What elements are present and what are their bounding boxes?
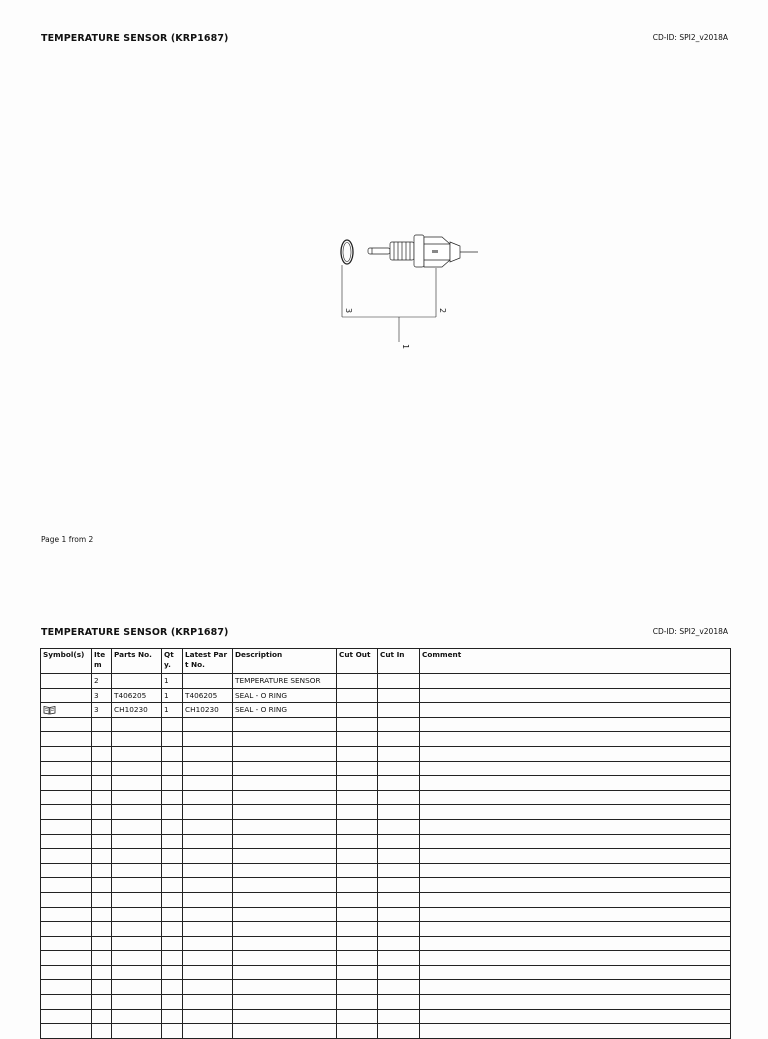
cell-empty [112, 907, 162, 922]
cell-empty [183, 980, 233, 995]
cell-cut-in [378, 703, 420, 718]
cell-empty [41, 922, 92, 937]
cell-description: TEMPERATURE SENSOR [233, 674, 337, 689]
callout-1: 1 [401, 344, 410, 350]
cell-empty [41, 849, 92, 864]
cell-empty [162, 834, 183, 849]
table-row-empty [41, 761, 731, 776]
cell-empty [378, 1024, 420, 1039]
cell-empty [337, 995, 378, 1010]
cell-empty [420, 1009, 731, 1024]
cell-empty [233, 965, 337, 980]
cell-empty [112, 995, 162, 1010]
cell-empty [337, 980, 378, 995]
cell-empty [420, 761, 731, 776]
cell-empty [378, 1009, 420, 1024]
cell-empty [92, 965, 112, 980]
cell-empty [233, 732, 337, 747]
cell-empty [112, 922, 162, 937]
cell-empty [337, 863, 378, 878]
cell-empty [183, 834, 233, 849]
cell-cut-out [337, 674, 378, 689]
cell-empty [378, 863, 420, 878]
cell-qty: 1 [162, 688, 183, 703]
cell-empty [112, 951, 162, 966]
cell-empty [92, 717, 112, 732]
table-row-empty [41, 922, 731, 937]
cell-empty [41, 1009, 92, 1024]
cell-empty [378, 732, 420, 747]
cell-empty [378, 776, 420, 791]
cell-empty [420, 922, 731, 937]
cell-empty [420, 1024, 731, 1039]
cell-empty [378, 922, 420, 937]
cell-cut-out [337, 688, 378, 703]
cell-empty [233, 834, 337, 849]
table-header-row [41, 649, 731, 674]
cell-empty [337, 761, 378, 776]
callout-3: 3 [344, 308, 353, 314]
cell-empty [378, 761, 420, 776]
cell-empty [112, 805, 162, 820]
cell-empty [233, 907, 337, 922]
header-latest-part-no: Latest Part No. [183, 649, 233, 674]
cell-empty [162, 805, 183, 820]
cell-empty [420, 717, 731, 732]
cell-empty [233, 776, 337, 791]
table-row-empty [41, 1024, 731, 1039]
cell-empty [92, 995, 112, 1010]
cell-empty [420, 951, 731, 966]
cell-empty [112, 819, 162, 834]
cell-symbol [41, 674, 92, 689]
sensor-exploded-diagram [320, 220, 480, 350]
cell-cut-in [378, 688, 420, 703]
cell-empty [233, 1024, 337, 1039]
cell-empty [183, 776, 233, 791]
cell-empty [112, 732, 162, 747]
cell-empty [378, 907, 420, 922]
cell-empty [41, 790, 92, 805]
cell-parts-no: T406205 [112, 688, 162, 703]
cell-empty [162, 717, 183, 732]
cell-empty [162, 1009, 183, 1024]
cell-empty [378, 790, 420, 805]
cell-symbol [41, 688, 92, 703]
cell-empty [337, 776, 378, 791]
cell-empty [378, 892, 420, 907]
cell-latest-part-no [183, 674, 233, 689]
cell-empty [233, 995, 337, 1010]
cell-empty [183, 761, 233, 776]
cell-empty [162, 863, 183, 878]
table-row-empty [41, 907, 731, 922]
cell-empty [420, 907, 731, 922]
cell-empty [378, 995, 420, 1010]
header-parts-no: Parts No. [112, 649, 162, 674]
page-title-2: TEMPERATURE SENSOR (KRP1687) [41, 627, 229, 638]
cell-empty [378, 878, 420, 893]
cell-empty [183, 995, 233, 1010]
cell-empty [112, 863, 162, 878]
cell-empty [183, 732, 233, 747]
cell-empty [183, 790, 233, 805]
cell-empty [337, 907, 378, 922]
table-row-empty [41, 746, 731, 761]
cell-qty: 1 [162, 674, 183, 689]
cell-empty [420, 892, 731, 907]
cell-empty [233, 922, 337, 937]
table-row [41, 674, 731, 689]
cell-empty [41, 717, 92, 732]
cell-empty [92, 863, 112, 878]
table-row-empty [41, 936, 731, 951]
cell-empty [378, 805, 420, 820]
cell-empty [112, 849, 162, 864]
cell-empty [420, 819, 731, 834]
cell-empty [420, 790, 731, 805]
cell-empty [92, 834, 112, 849]
cell-empty [162, 746, 183, 761]
cell-empty [183, 717, 233, 732]
cell-empty [420, 995, 731, 1010]
cell-empty [337, 936, 378, 951]
cell-empty [92, 849, 112, 864]
cell-empty [112, 776, 162, 791]
cell-empty [233, 1009, 337, 1024]
cell-empty [92, 980, 112, 995]
cell-empty [41, 819, 92, 834]
cell-empty [92, 776, 112, 791]
cell-empty [420, 805, 731, 820]
cell-empty [183, 892, 233, 907]
cell-empty [337, 951, 378, 966]
cd-id-label-2: CD-ID: SPI2_v2018A [652, 627, 728, 636]
cell-empty [378, 936, 420, 951]
cell-empty [41, 951, 92, 966]
cell-empty [183, 965, 233, 980]
cell-empty [112, 717, 162, 732]
cell-empty [92, 936, 112, 951]
cell-empty [92, 922, 112, 937]
cell-empty [337, 892, 378, 907]
cell-empty [233, 980, 337, 995]
cell-empty [183, 1024, 233, 1039]
cell-empty [337, 834, 378, 849]
cell-empty [337, 732, 378, 747]
cell-empty [41, 892, 92, 907]
cell-empty [92, 951, 112, 966]
cell-empty [162, 819, 183, 834]
cell-empty [420, 965, 731, 980]
cell-empty [41, 907, 92, 922]
cell-empty [162, 790, 183, 805]
cell-empty [420, 878, 731, 893]
cell-empty [92, 892, 112, 907]
table-row-empty [41, 819, 731, 834]
cell-empty [41, 834, 92, 849]
cell-empty [378, 965, 420, 980]
cell-empty [378, 849, 420, 864]
cell-empty [92, 732, 112, 747]
cell-empty [337, 717, 378, 732]
table-row-empty [41, 790, 731, 805]
cell-empty [183, 907, 233, 922]
header-qty: Qty. [162, 649, 183, 674]
header-comment: Comment [420, 649, 731, 674]
table-row [41, 703, 731, 718]
table-row-empty [41, 892, 731, 907]
cell-empty [112, 761, 162, 776]
cell-empty [233, 863, 337, 878]
cell-empty [162, 878, 183, 893]
table-row-empty [41, 776, 731, 791]
cell-empty [183, 805, 233, 820]
cell-empty [183, 922, 233, 937]
cell-empty [233, 849, 337, 864]
cell-empty [112, 892, 162, 907]
callout-2: 2 [438, 308, 447, 314]
cell-empty [92, 761, 112, 776]
cell-empty [112, 834, 162, 849]
cd-id-label: CD-ID: SPI2_v2018A [652, 33, 728, 42]
cell-description: SEAL - O RING [233, 703, 337, 718]
cell-empty [337, 746, 378, 761]
cell-empty [162, 892, 183, 907]
cell-empty [162, 922, 183, 937]
cell-item: 2 [92, 674, 112, 689]
cell-empty [162, 936, 183, 951]
cell-empty [233, 936, 337, 951]
cell-empty [183, 1009, 233, 1024]
table-row-empty [41, 995, 731, 1010]
cell-empty [41, 980, 92, 995]
cell-empty [378, 746, 420, 761]
cell-empty [92, 805, 112, 820]
cell-empty [420, 849, 731, 864]
cell-empty [183, 819, 233, 834]
cell-empty [162, 951, 183, 966]
cell-empty [183, 849, 233, 864]
cell-empty [41, 1024, 92, 1039]
cell-empty [420, 834, 731, 849]
cell-empty [162, 732, 183, 747]
cell-empty [92, 1024, 112, 1039]
cell-empty [233, 761, 337, 776]
cell-empty [233, 951, 337, 966]
table-row [41, 688, 731, 703]
page-title: TEMPERATURE SENSOR (KRP1687) [41, 33, 229, 44]
cell-empty [233, 717, 337, 732]
cell-empty [112, 1024, 162, 1039]
cell-item: 3 [92, 688, 112, 703]
cell-empty [112, 878, 162, 893]
cell-empty [337, 819, 378, 834]
cell-symbol [41, 703, 92, 718]
cell-empty [183, 951, 233, 966]
table-row-empty [41, 965, 731, 980]
cell-empty [337, 965, 378, 980]
cell-empty [233, 819, 337, 834]
cell-comment [420, 688, 731, 703]
table-row-empty [41, 849, 731, 864]
cell-description: SEAL - O RING [233, 688, 337, 703]
cell-empty [183, 936, 233, 951]
table-row-empty [41, 732, 731, 747]
table-row-empty [41, 717, 731, 732]
cell-empty [92, 819, 112, 834]
cell-empty [337, 1009, 378, 1024]
header-item: Item [92, 649, 112, 674]
cell-parts-no [112, 674, 162, 689]
cell-empty [112, 790, 162, 805]
cell-empty [233, 746, 337, 761]
cell-empty [233, 805, 337, 820]
cell-empty [233, 892, 337, 907]
page-number: Page 1 from 2 [41, 535, 94, 544]
cell-empty [378, 819, 420, 834]
cell-empty [41, 995, 92, 1010]
header-symbols: Symbol(s) [41, 649, 92, 674]
cell-empty [420, 746, 731, 761]
cell-empty [92, 878, 112, 893]
cell-empty [41, 805, 92, 820]
cell-empty [420, 863, 731, 878]
cell-empty [41, 863, 92, 878]
cell-empty [337, 849, 378, 864]
table-row-empty [41, 951, 731, 966]
cell-cut-out [337, 703, 378, 718]
cell-comment [420, 703, 731, 718]
cell-empty [41, 732, 92, 747]
cell-empty [337, 805, 378, 820]
table-row-empty [41, 1009, 731, 1024]
cell-item: 3 [92, 703, 112, 718]
cell-empty [233, 790, 337, 805]
cell-empty [112, 980, 162, 995]
cell-cut-in [378, 674, 420, 689]
cell-empty [92, 907, 112, 922]
cell-empty [112, 965, 162, 980]
table-row-empty [41, 805, 731, 820]
cell-empty [378, 951, 420, 966]
cell-empty [183, 878, 233, 893]
cell-empty [162, 980, 183, 995]
cell-empty [378, 980, 420, 995]
cell-latest-part-no: CH10230 [183, 703, 233, 718]
header-cut-out: Cut Out [337, 649, 378, 674]
book-icon[interactable] [43, 705, 56, 715]
cell-latest-part-no: T406205 [183, 688, 233, 703]
cell-empty [162, 1024, 183, 1039]
cell-empty [337, 922, 378, 937]
cell-parts-no: CH10230 [112, 703, 162, 718]
cell-empty [378, 717, 420, 732]
table-row-empty [41, 834, 731, 849]
o-ring-illustration [341, 240, 353, 264]
cell-empty [162, 849, 183, 864]
table-row-empty [41, 980, 731, 995]
header-description: Description [233, 649, 337, 674]
cell-empty [92, 1009, 112, 1024]
cell-empty [337, 1024, 378, 1039]
cell-empty [337, 878, 378, 893]
cell-empty [162, 776, 183, 791]
cell-empty [162, 907, 183, 922]
cell-empty [162, 965, 183, 980]
cell-empty [420, 732, 731, 747]
cell-comment [420, 674, 731, 689]
cell-empty [162, 761, 183, 776]
cell-empty [41, 776, 92, 791]
cell-empty [183, 746, 233, 761]
cell-empty [112, 1009, 162, 1024]
cell-empty [162, 995, 183, 1010]
cell-empty [112, 936, 162, 951]
cell-qty: 1 [162, 703, 183, 718]
cell-empty [41, 761, 92, 776]
cell-empty [41, 936, 92, 951]
cell-empty [420, 776, 731, 791]
cell-empty [420, 936, 731, 951]
cell-empty [92, 746, 112, 761]
parts-table [40, 648, 731, 1039]
cell-empty [420, 980, 731, 995]
cell-empty [337, 790, 378, 805]
cell-empty [112, 746, 162, 761]
header-cut-in: Cut In [378, 649, 420, 674]
cell-empty [92, 790, 112, 805]
cell-empty [183, 863, 233, 878]
cell-empty [233, 878, 337, 893]
cell-empty [378, 834, 420, 849]
temperature-sensor-illustration [368, 235, 478, 267]
cell-empty [41, 878, 92, 893]
cell-empty [41, 746, 92, 761]
table-row-empty [41, 863, 731, 878]
cell-empty [41, 965, 92, 980]
table-row-empty [41, 878, 731, 893]
